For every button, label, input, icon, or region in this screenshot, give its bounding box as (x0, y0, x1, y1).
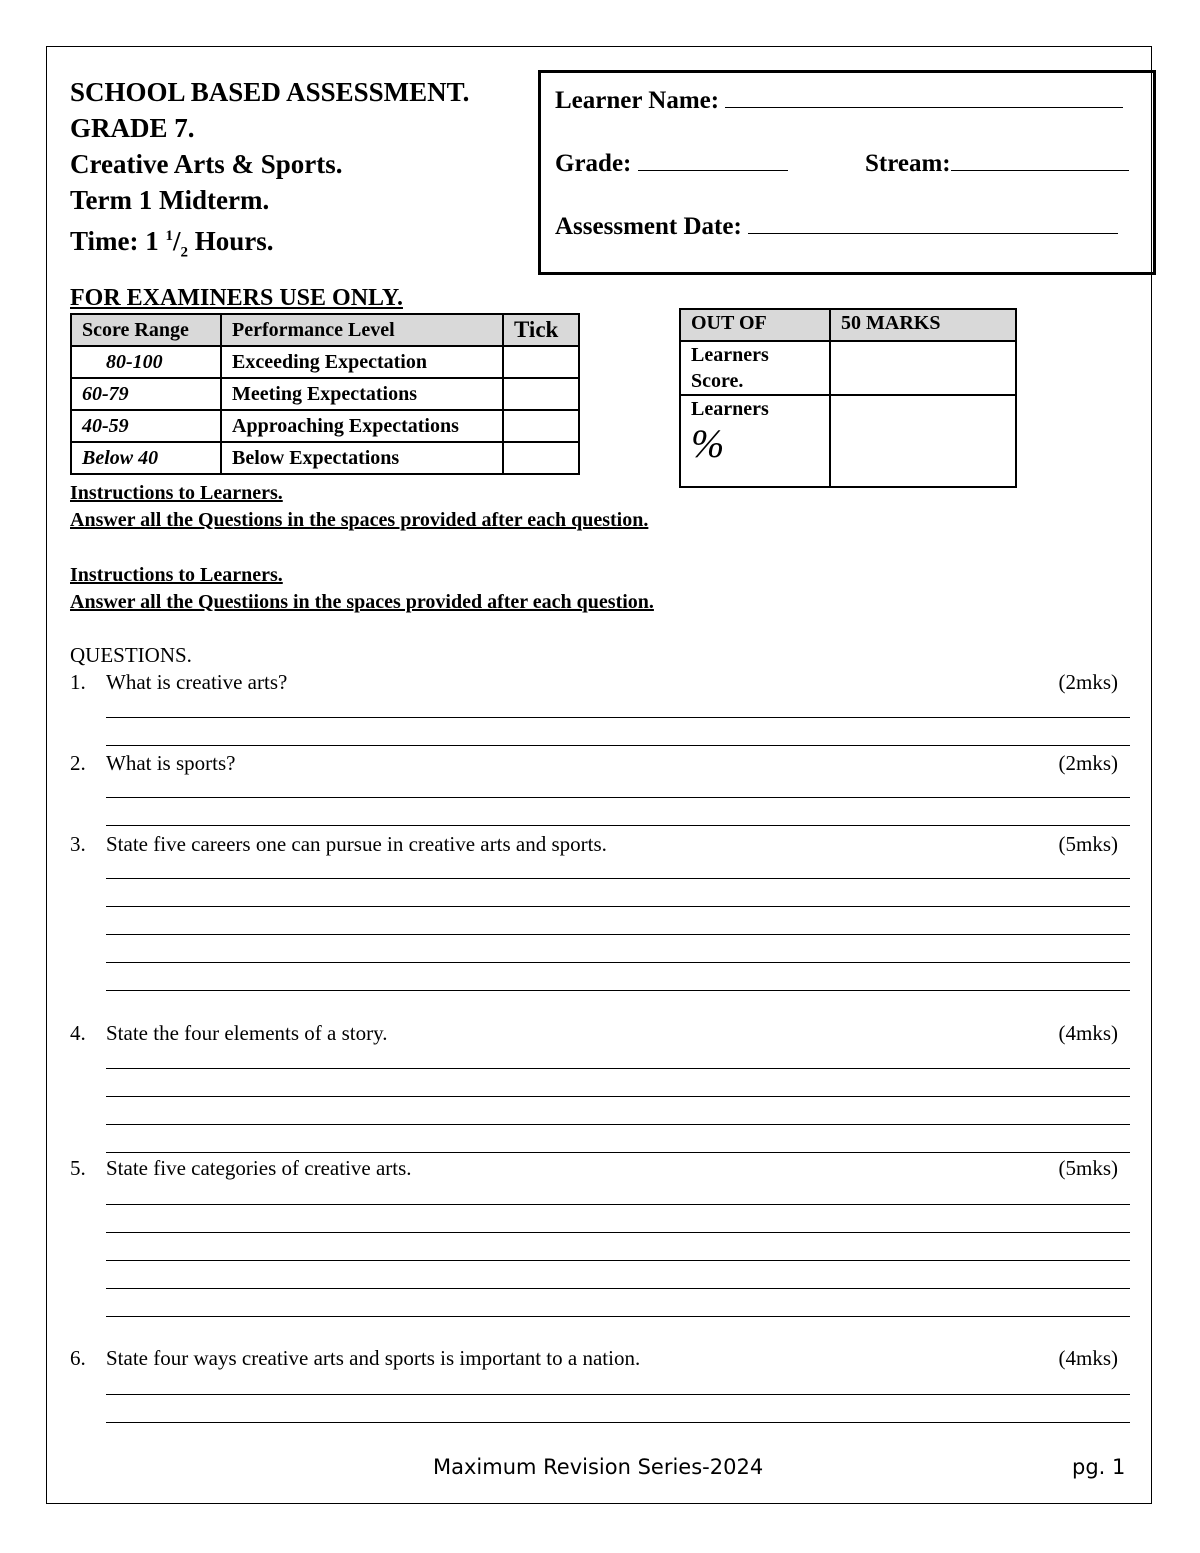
table-row (680, 395, 1016, 487)
question-marks: (4mks) (1058, 1346, 1118, 1370)
learner-details-box (538, 70, 1156, 275)
learner-name-field[interactable] (725, 85, 1123, 108)
performance-level-cell: Exceeding Expectation (221, 346, 503, 378)
answer-line[interactable] (106, 990, 1130, 991)
question-number: 4. (70, 1021, 86, 1045)
instructions-block-2 (70, 562, 654, 616)
col-performance-level: Performance Level (221, 314, 503, 346)
header-time: Time: 1 $^1/_2$ Hours. (70, 226, 274, 261)
answer-line[interactable] (106, 1316, 1130, 1317)
learners-percent-label: Learners % (680, 395, 830, 487)
answer-line[interactable] (106, 825, 1130, 826)
table-row (71, 378, 579, 410)
question-number: 2. (70, 751, 86, 775)
grade-field[interactable] (638, 148, 788, 171)
question-number: 5. (70, 1156, 86, 1180)
performance-level-cell: Meeting Expectations (221, 378, 503, 410)
header-term: Term 1 Midterm. (70, 185, 270, 215)
performance-level-cell: Approaching Expectations (221, 410, 503, 442)
table-row (71, 442, 579, 474)
question-marks: (4mks) (1058, 1021, 1118, 1045)
footer-series: Maximum Revision Series-2024 (433, 1455, 764, 1479)
performance-table (70, 313, 580, 475)
question-text: What is creative arts? (106, 670, 288, 694)
answer-line[interactable] (106, 1288, 1130, 1289)
question-text: State the four elements of a story. (106, 1021, 388, 1045)
question-text: State four ways creative arts and sports is important to a nation. (106, 1346, 641, 1370)
col-score-range: Score Range (71, 314, 221, 346)
question-number: 3. (70, 832, 86, 856)
question-number: 6. (70, 1346, 86, 1370)
score-range-cell: Below 40 (71, 442, 221, 474)
answer-line[interactable] (106, 934, 1130, 935)
header-title: SCHOOL BASED ASSESSMENT. (70, 77, 470, 107)
question-text: What is sports? (106, 751, 236, 775)
questions-title: QUESTIONS. (70, 643, 192, 667)
instructions-title: Instructions to Learners. (70, 482, 283, 504)
tick-cell[interactable] (503, 378, 579, 410)
assessment-date-field[interactable] (748, 211, 1118, 234)
answer-line[interactable] (106, 1422, 1130, 1423)
learners-score-field[interactable] (830, 341, 1016, 395)
table-row (71, 346, 579, 378)
answer-line[interactable] (106, 797, 1130, 798)
instructions-title: Instructions to Learners. (70, 564, 283, 586)
grade-label: Grade: (555, 150, 632, 177)
question-marks: (2mks) (1058, 670, 1118, 694)
answer-line[interactable] (106, 1068, 1130, 1069)
question-marks: (5mks) (1058, 832, 1118, 856)
answer-line[interactable] (106, 1260, 1130, 1261)
out-of-label: OUT OF (680, 309, 830, 341)
examiners-title: FOR EXAMINERS USE ONLY. (70, 285, 403, 311)
instructions-text: Answer all the Questions in the spaces provided after each question. (70, 509, 649, 531)
answer-line[interactable] (106, 1096, 1130, 1097)
learners-percent-field[interactable] (830, 395, 1016, 487)
stream-field[interactable] (951, 148, 1129, 171)
tick-cell[interactable] (503, 346, 579, 378)
total-marks: 50 MARKS (830, 309, 1016, 341)
header-grade: GRADE 7. (70, 113, 195, 143)
assessment-header (70, 74, 469, 270)
answer-line[interactable] (106, 717, 1130, 718)
col-tick: Tick (503, 314, 579, 346)
tick-cell[interactable] (503, 410, 579, 442)
answer-line[interactable] (106, 1124, 1130, 1125)
score-table-header (680, 309, 1016, 341)
answer-line[interactable] (106, 962, 1130, 963)
stream-row (865, 148, 1129, 178)
question-text: State five careers one can pursue in creative arts and sports. (106, 832, 607, 856)
answer-line[interactable] (106, 1204, 1130, 1205)
performance-level-cell: Below Expectations (221, 442, 503, 474)
question-marks: (5mks) (1058, 1156, 1118, 1180)
table-row (680, 341, 1016, 395)
instructions-text: Answer all the Questiions in the spaces provided after each question. (70, 591, 654, 613)
learner-name-row (555, 85, 1123, 115)
tick-cell[interactable] (503, 442, 579, 474)
question-text: State five categories of creative arts. (106, 1156, 412, 1180)
learners-score-label: Learners Score. (680, 341, 830, 395)
grade-row (555, 148, 788, 178)
answer-line[interactable] (106, 906, 1130, 907)
table-row (71, 410, 579, 442)
header-subject: Creative Arts & Sports. (70, 149, 343, 179)
assessment-date-row (555, 211, 1118, 241)
stream-label: Stream: (865, 150, 951, 177)
page-number: pg. 1 (1072, 1455, 1126, 1479)
percent-symbol: % (691, 421, 725, 466)
score-range-cell: 80-100 (71, 346, 221, 378)
answer-line[interactable] (106, 1394, 1130, 1395)
answer-line[interactable] (106, 1152, 1130, 1153)
question-marks: (2mks) (1058, 751, 1118, 775)
score-table (679, 308, 1017, 488)
score-range-cell: 40-59 (71, 410, 221, 442)
question-number: 1. (70, 670, 86, 694)
learner-name-label: Learner Name: (555, 87, 720, 114)
score-range-cell: 60-79 (71, 378, 221, 410)
assessment-date-label: Assessment Date: (555, 213, 742, 240)
instructions-block-1 (70, 480, 648, 534)
answer-line[interactable] (106, 878, 1130, 879)
answer-line[interactable] (106, 745, 1130, 746)
answer-line[interactable] (106, 1232, 1130, 1233)
performance-table-header (71, 314, 579, 346)
